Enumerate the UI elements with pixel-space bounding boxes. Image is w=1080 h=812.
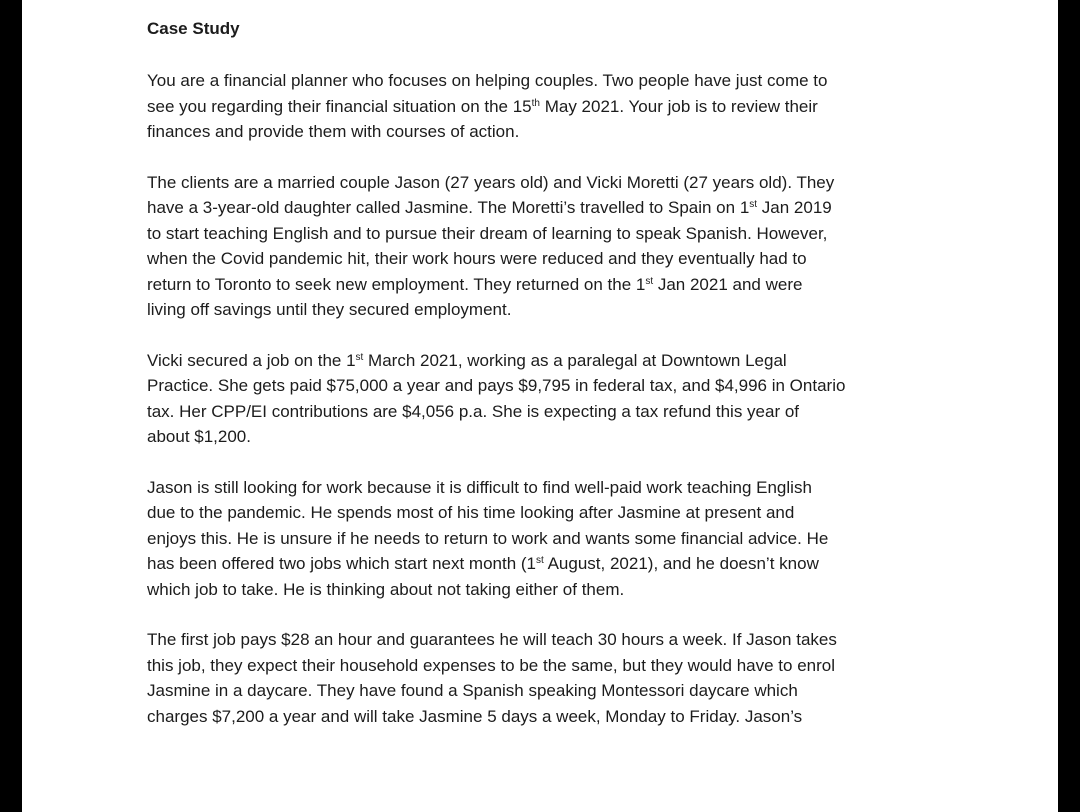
text-line xyxy=(147,373,947,399)
text-line xyxy=(147,577,947,603)
text-line xyxy=(147,424,947,450)
text-segment: May 2021. Your job is to review their xyxy=(540,96,818,116)
text-segment: Jan 2019 xyxy=(757,198,832,217)
text-line xyxy=(147,94,947,120)
text-segment: Practice. She gets paid $75,000 a year and pays $9,795 in federal tax, and $4,996 in Ontario xyxy=(147,376,846,395)
text-line xyxy=(147,526,947,552)
text-segment: March 2021, working as a paralegal at Downtown Legal xyxy=(363,350,787,370)
text-line xyxy=(147,627,947,653)
text-segment: living off savings until they secured employment. xyxy=(147,300,512,319)
text-segment: see you regarding their financial situation on the 15 xyxy=(147,96,532,116)
text-segment: The clients are a married couple Jason (27 years old) and Vicki Moretti (27 years old). They xyxy=(147,172,835,192)
text-line xyxy=(147,68,947,94)
text-segment: Jason is still looking for work because it is difficult to find well-paid work teaching English xyxy=(147,477,812,497)
text-line xyxy=(147,399,947,425)
text-line xyxy=(147,551,947,577)
text-segment: return to Toronto to seek new employment. They returned on the 1 xyxy=(147,274,646,294)
paragraph-list xyxy=(147,68,947,729)
text-segment: You are a financial planner who focuses on helping couples. Two people have just come to xyxy=(147,71,828,90)
text-line xyxy=(147,704,947,730)
paragraph xyxy=(147,475,947,603)
text-segment: August, 2021), and he doesn’t know xyxy=(543,554,819,573)
text-line xyxy=(147,246,947,272)
ordinal-suffix: th xyxy=(531,97,540,109)
ordinal-suffix: st xyxy=(355,351,364,363)
paragraph xyxy=(147,170,947,323)
text-line xyxy=(147,678,947,704)
text-line xyxy=(147,221,947,247)
text-segment: enjoys this. He is unsure if he needs to return to work and wants some financial advice. He xyxy=(147,528,829,548)
text-segment: Vicki secured a job on the 1 xyxy=(147,350,356,370)
text-segment: have a 3-year-old daughter called Jasmine. The Moretti’s travelled to Spain on 1 xyxy=(147,198,750,217)
text-line xyxy=(147,195,947,221)
text-segment: Jan 2021 and were xyxy=(653,274,803,294)
ordinal-suffix: st xyxy=(749,199,758,210)
document-title: Case Study xyxy=(147,19,240,38)
text-segment: this job, they expect their household expenses to be the same, but they would have to enrol xyxy=(147,655,835,675)
ordinal-suffix: st xyxy=(645,275,654,287)
text-segment: has been offered two jobs which start next month (1 xyxy=(147,554,537,573)
text-segment: Jasmine in a daycare. They have found a Spanish speaking Montessori daycare which xyxy=(147,681,798,700)
paragraph xyxy=(147,348,947,450)
text-line xyxy=(147,653,947,679)
document-body xyxy=(147,16,947,754)
text-segment: charges $7,200 a year and will take Jasmine 5 days a week, Monday to Friday. Jason’s xyxy=(147,706,803,726)
text-line xyxy=(147,348,947,374)
text-segment: finances and provide them with courses of action. xyxy=(147,122,520,141)
text-line xyxy=(147,119,947,145)
text-segment: tax. Her CPP/EI contributions are $4,056 p.a. She is expecting a tax refund this year of xyxy=(147,401,800,421)
text-line xyxy=(147,475,947,501)
text-segment: The first job pays $28 an hour and guarantees he will teach 30 hours a week. If Jason takes xyxy=(147,630,837,649)
paragraph xyxy=(147,68,947,145)
text-segment: about $1,200. xyxy=(147,427,251,446)
text-segment: to start teaching English and to pursue their dream of learning to speak Spanish. However, xyxy=(147,223,828,243)
text-line xyxy=(147,297,947,323)
text-segment: when the Covid pandemic hit, their work hours were reduced and they eventually had to xyxy=(147,249,807,268)
text-line xyxy=(147,500,947,526)
document-page xyxy=(22,0,1058,812)
ordinal-suffix: st xyxy=(536,555,544,566)
text-line xyxy=(147,170,947,196)
text-line xyxy=(147,272,947,298)
text-segment: which job to take. He is thinking about not taking either of them. xyxy=(147,579,625,599)
paragraph xyxy=(147,627,947,729)
text-segment: due to the pandemic. He spends most of his time looking after Jasmine at present and xyxy=(147,503,795,522)
